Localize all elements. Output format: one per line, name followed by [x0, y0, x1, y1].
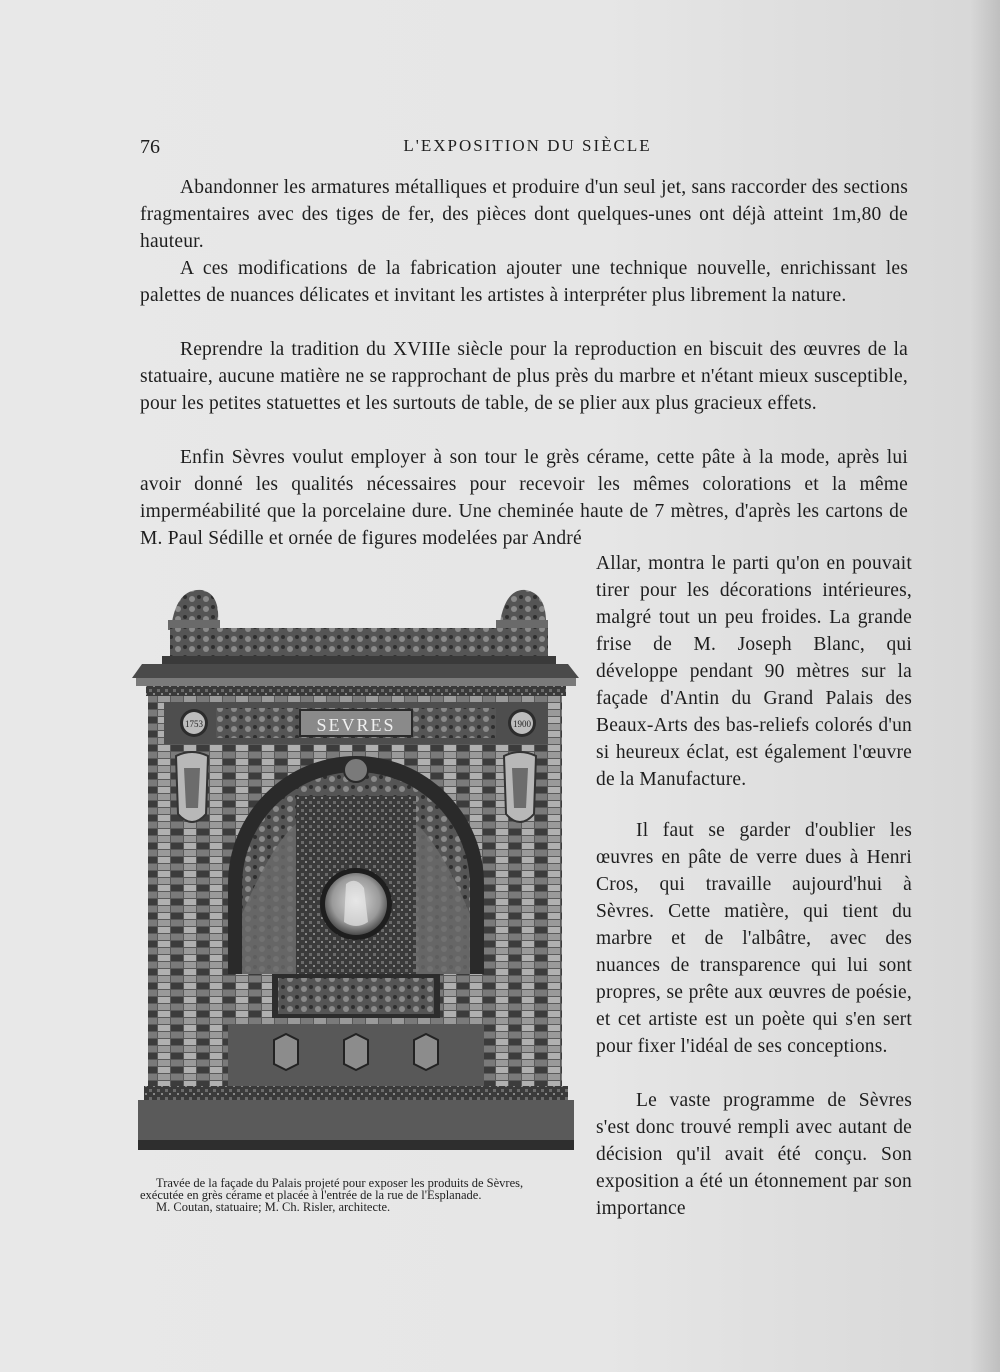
caption-line: Travée de la façade du Palais projeté pour exposer les produits de Sèvres, [156, 1176, 524, 1190]
paragraph [140, 444, 908, 552]
paragraph-text: Allar, montra le parti qu'on en pouvait tirer pour les décorations intérieures, malgré tout un peu froides. La grande frise de M. Joseph Blanc, qui développe pendant 90 mètres sur la façade d'Antin du Grand Palais des Beaux-Arts des bas-reliefs colorés d'un si heureux éclat, est également l'œuvre de la Manufacture. [596, 553, 912, 790]
sevres-panel-text: SEVRES [316, 715, 396, 735]
medallion-right-text: 1900 [513, 719, 531, 729]
paragraph-text: Il faut se garder d'oublier les œuvres en pâte de verre dues à Henri Cros, qui travaille aujourd'hui à Sèvres. Cette matière, qui tient du marbre et de l'albâtre, avec des nuances de transparence qui lui sont propres, se prête aux œuvres de poésie, et cet artiste est un poète qui s'en sert pour fixer l'idéal de ses conceptions. [596, 820, 912, 1057]
figure-caption [140, 1177, 580, 1213]
paragraph [596, 817, 912, 1060]
paragraph-text: Abandonner les armatures métalliques et produire d'un seul jet, sans raccorder des sections fragmentaires avec des tiges de fer, des pièces dont quelques-unes ont déjà atteint 1m,80 de hauteur. [140, 177, 908, 252]
facade-illustration [132, 584, 579, 1162]
paragraph-text: Reprendre la tradition du XVIIIe siècle pour la reproduction en biscuit des œuvres de la statuaire, aucune matière ne se rapprochant de plus près du marbre et n'étant mieux susceptible, pour les petites statuettes et les surtouts de table, de se plier aux plus gracieux effets. [140, 339, 908, 414]
running-title: L'EXPOSITION DU SIÈCLE [403, 136, 652, 155]
octagon-panels [274, 1034, 438, 1070]
paragraph-text: Enfin Sèvres voulut employer à son tour le grès cérame, cette pâte à la mode, après lui avoir donné les qualités nécessaires pour recevoir les mêmes colorations et la même imperméabilité que la porcelaine dure. Une cheminée haute de 7 mètres, d'après les cartons de M. Paul Sédille et ornée de figures modelées par André [140, 447, 908, 549]
paragraph [140, 174, 908, 255]
paragraph [140, 336, 908, 417]
paragraph-text: A ces modifications de la fabrication ajouter une technique nouvelle, enrichissant les palettes de nuances délicates et invitant les artistes à interpréter plus librement la nature. [140, 258, 908, 306]
left-finial [168, 590, 220, 630]
page-header [140, 132, 915, 162]
right-finial [496, 590, 548, 630]
right-cartouche [504, 752, 536, 822]
paragraph [140, 255, 908, 309]
caption-line: M. Coutan, statuaire; M. Ch. Risler, architecte. [156, 1200, 391, 1214]
paragraph [596, 1087, 912, 1222]
paragraph-continued [596, 550, 912, 793]
medallion-left-text: 1753 [185, 719, 203, 729]
left-cartouche [176, 752, 208, 822]
page-number: 76 [140, 136, 160, 158]
caption-line: exécutée en grès cérame et placée à l'entrée de la rue de l'Esplanade. [140, 1188, 482, 1202]
paragraph-text: Le vaste programme de Sèvres s'est donc trouvé rempli avec autant de décision qu'il avait été conçu. Son exposition a été un étonnement par son importance [596, 1090, 912, 1219]
